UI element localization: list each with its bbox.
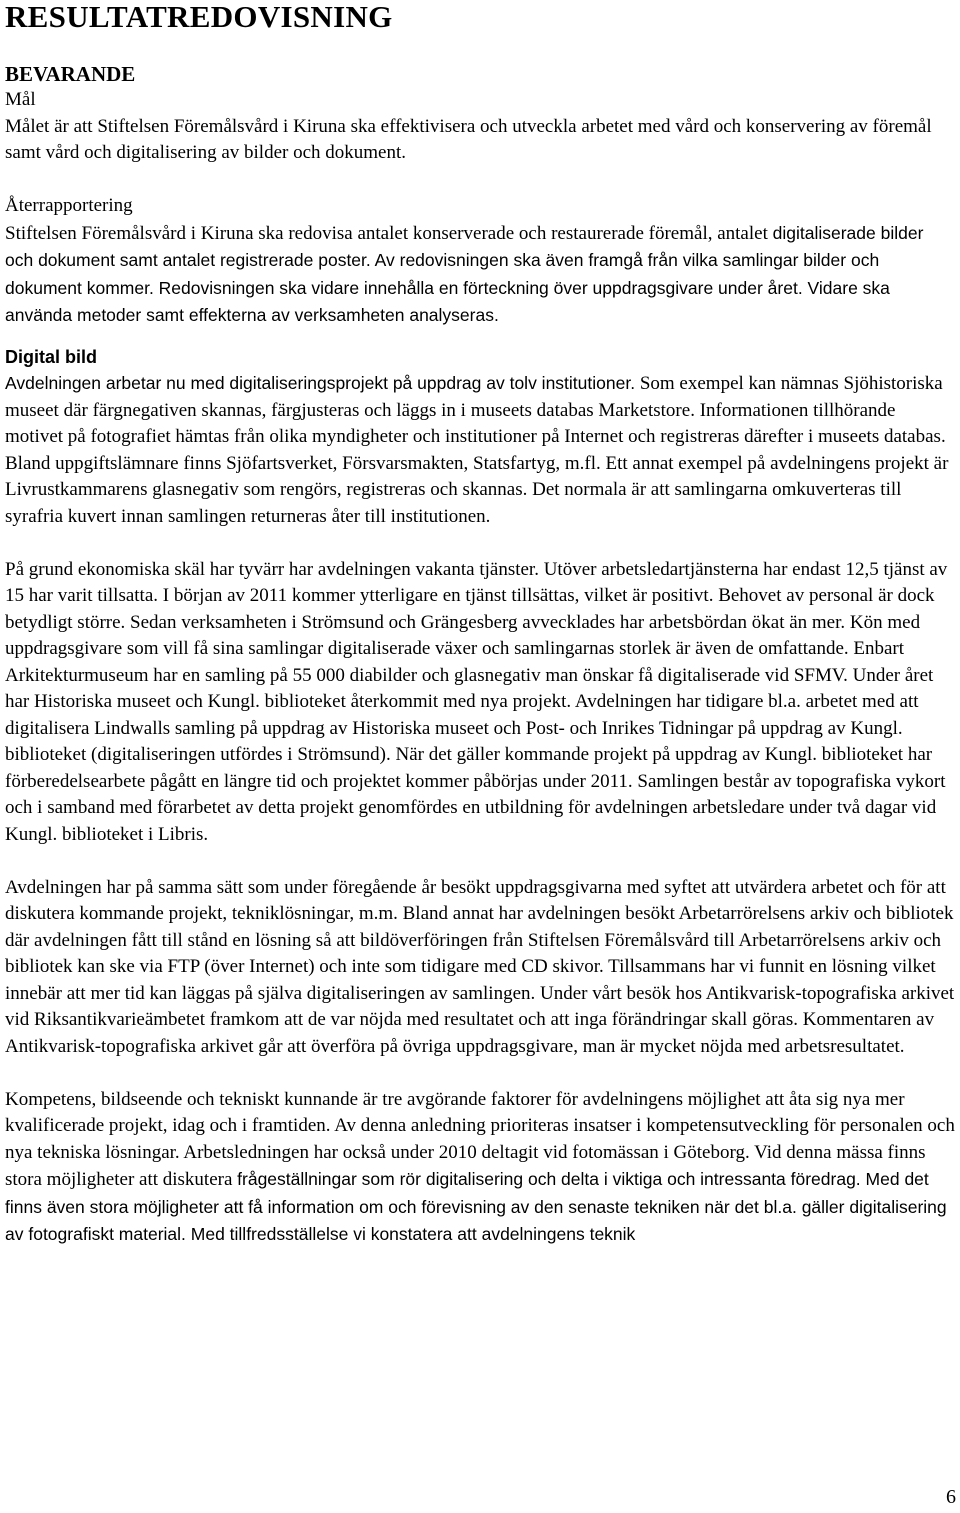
spacer <box>5 530 955 557</box>
digital-heading: Digital bild <box>5 346 97 367</box>
section-heading: BEVARANDE <box>5 62 136 86</box>
digital-paragraph-4 <box>5 1087 955 1249</box>
reporting-heading: Återrapportering <box>5 195 133 216</box>
document-page <box>5 0 955 1249</box>
digital-p1-sans: Avdelningen arbetar nu med digitaliseringsprojekt på uppdrag av tolv institutioner. <box>5 373 636 393</box>
digital-p4-serif: Kompetens, bildseende och tekniskt kunnande är tre avgörande faktorer för avdelningens möjlighet att åta sig nya mer kvalificerade projekt, idag och i framtiden. Av denna anledning prioriteras insatser i kompetensutveckling för personalen och nya tekniska lösningar. Arbetsledningen har också under 2010 deltagit vid fotomässan i Göteborg. Vid denna mässa finns stora möjligheter att diskutera <box>5 1088 955 1190</box>
reporting-paragraph <box>5 220 955 330</box>
goal-paragraph: Målet är att Stiftelsen Föremålsvård i Kiruna ska effektivisera och utveckla arbetet med vård och konservering av föremål samt vård och digitalisering av bilder och dokument. <box>5 115 932 163</box>
page-title: RESULTATREDOVISNING <box>5 0 393 34</box>
reporting-text-serif: Stiftelsen Föremålsvård i Kiruna ska redovisa antalet konserverade och restaurerade föremål, antalet <box>5 222 773 244</box>
spacer <box>5 848 955 875</box>
digital-paragraph-2: På grund ekonomiska skäl har tyvärr har avdelningen vakanta tjänster. Utöver arbetsledartjänsterna har endast 12,5 tjänst av 15 har varit tillsatta. I början av 2011 kommer ytterligare en tjänst tillsättas, vilket är positivt. Behovet av personal är dock betydligt större. Sedan verksamheten i Strömsund och Grängesberg avvecklades har arbetsbördan ökat än mer. Kön med uppdragsgivare som vill få sina samlingar digitaliserade växer och samlingarnas storlek är även de omfattande. Enbart Arkitekturmuseum har en samling på 55 000 diabilder och glasnegativ man önskar få digitaliserade vid SFMV. Under året har Historiska museet och Kungl. biblioteket återkommit med nya projekt. Avdelningen har tidigare bl.a. arbetet med att digitalisera Lindwalls samling på uppdrag av Historiska museet och Post- och Inrikes Tidningar på uppdrag av Kungl. biblioteket (digitaliseringen utfördes i Strömsund). När det gäller kommande projekt på uppdrag av Kungl. biblioteket har förberedelsearbete pågått en längre tid och projektet kommer påbörjas under 2011. Samlingen består av topografiska vykort och i samband med förarbetet av detta projekt genomfördes en utbildning för avdelningen arbetsledare under två dagar vid Kungl. biblioteket i Libris. <box>5 558 948 845</box>
goal-heading: Mål <box>5 89 36 110</box>
reporting-text-sans: digitaliserade bilder och dokument samt antalet registrerade poster. Av redovisningen ska även framgå från vilka samlingar bilder och dokument kommer. Redovisningen ska vidare innehålla en förteckning över uppdragsgivare under året. Vidare ska använda metoder samt effekterna av verksamheten analyseras. <box>5 222 924 325</box>
spacer <box>5 330 955 344</box>
page-number: 6 <box>946 1486 956 1508</box>
digital-paragraph-1 <box>5 370 955 530</box>
digital-p1-serif: Som exempel kan nämnas Sjöhistoriska museet där färgnegativen skannas, färgjusteras och läggs in i museets databas Marketstore. Informationen tillhörande motivet på fotografiet hämtas från olika myndigheter och institutioner på Internet och registreras därefter i museets databas. Bland uppgiftslämnare finns Sjöfartsverket, Försvarsmakten, Statsfartyg, m.fl. Ett annat exempel på avdelningens projekt är Livrustkammarens glasnegativ som rengörs, registreras och skannas. Det normala är att samlingarna omkuverteras till syrafria kuvert innan samlingen returneras åter till institutionen. <box>5 373 949 527</box>
spacer <box>5 167 955 194</box>
digital-paragraph-3: Avdelningen har på samma sätt som under föregående år besökt uppdragsgivarna med syftet att utvärdera arbetet och för att diskutera kommande projekt, tekniklösningar, m.m. Bland annat har avdelningen besökt Arbetarrörelsens arkiv och bibliotek där avdelningen fått till stånd en lösning så att bildöverföringen från Stiftelsen Föremålsvård till Arbetarrörelsens arkiv och bibliotek kan ske via FTP (över Internet) och inte som tidigare med CD skivor. Tillsammans har vi funnit en lösning vilket innebär att mer tid kan läggas på själva digitaliseringen av samlingen. Under vårt besök hos Antikvarisk-topografiska arkivet vid Riksantikvarieämbetet framkom att de var nöjda med resultatet och att inga förändringar skall göras. Kommentaren av Antikvarisk-topografiska arkivet går att överföra på övriga uppdragsgivare, man är mycket nöjda med arbetsresultatet. <box>5 876 955 1057</box>
spacer <box>5 1060 955 1087</box>
digital-p4-sans: frågeställningar som rör digitalisering och delta i viktiga och intressanta föredrag. Med det finns även stora möjligheter att få information om och förevisning av den senaste tekniken när det bl.a. gäller digitalisering av fotografiskt material. Med tillfredsställelse vi konstatera att avdelningens teknik <box>5 1169 947 1244</box>
